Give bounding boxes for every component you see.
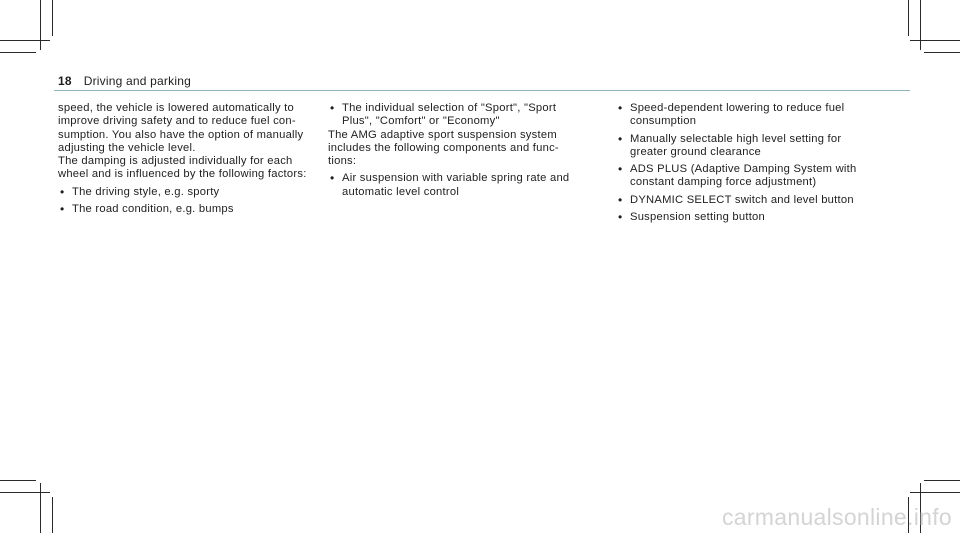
- paragraph: speed, the vehicle is lowered automatically to improve driving safety and to reduce fuel con- sumption. You also have the option of manually adjusting the vehicle level.: [58, 102, 304, 154]
- crop-mark: [924, 480, 960, 481]
- crop-mark: [52, 497, 53, 533]
- list-item: • The individual selection of "Sport", "Sport Plus", "Comfort" or "Economy": [328, 102, 598, 129]
- crop-mark: [920, 0, 921, 50]
- bullet-list: [328, 102, 598, 129]
- paragraph: The damping is adjusted individually for each wheel and is influenced by the following factors:: [58, 155, 307, 181]
- list-item: • ADS PLUS (Adaptive Damping System with constant damping force adjustment): [616, 163, 886, 190]
- crop-mark: [40, 0, 41, 50]
- crop-mark: [910, 492, 960, 493]
- crop-mark: [52, 0, 53, 36]
- bullet-list: [328, 172, 598, 199]
- section-title: Driving and parking: [83, 74, 191, 88]
- crop-mark: [0, 40, 50, 41]
- paragraph: The AMG adaptive sport suspension system includes the following components and func- tions:: [328, 128, 559, 168]
- crop-mark: [0, 52, 36, 53]
- page-header: [58, 74, 191, 88]
- list-item: • Manually selectable high level setting for greater ground clearance: [616, 133, 886, 160]
- text-column-1: [58, 102, 328, 216]
- text-column-3: [616, 102, 886, 224]
- header-rule: [54, 90, 910, 91]
- list-item: • Suspension setting button: [616, 211, 886, 224]
- page-number: 18: [58, 74, 72, 88]
- text-column-2: [328, 102, 598, 199]
- crop-mark: [924, 52, 960, 53]
- crop-mark: [910, 40, 960, 41]
- bullet-list: [58, 186, 328, 217]
- crop-mark: [0, 480, 36, 481]
- watermark: carmanualsonline.info: [721, 504, 952, 530]
- list-item: • Speed-dependent lowering to reduce fuel consumption: [616, 102, 886, 129]
- list-item: • The driving style, e.g. sporty: [58, 186, 328, 199]
- list-item: • Air suspension with variable spring rate and automatic level control: [328, 172, 598, 199]
- crop-mark: [0, 492, 50, 493]
- list-item: • The road condition, e.g. bumps: [58, 203, 328, 216]
- bullet-list: [616, 102, 886, 224]
- crop-mark: [908, 0, 909, 36]
- list-item: • DYNAMIC SELECT switch and level button: [616, 194, 886, 207]
- crop-mark: [40, 483, 41, 533]
